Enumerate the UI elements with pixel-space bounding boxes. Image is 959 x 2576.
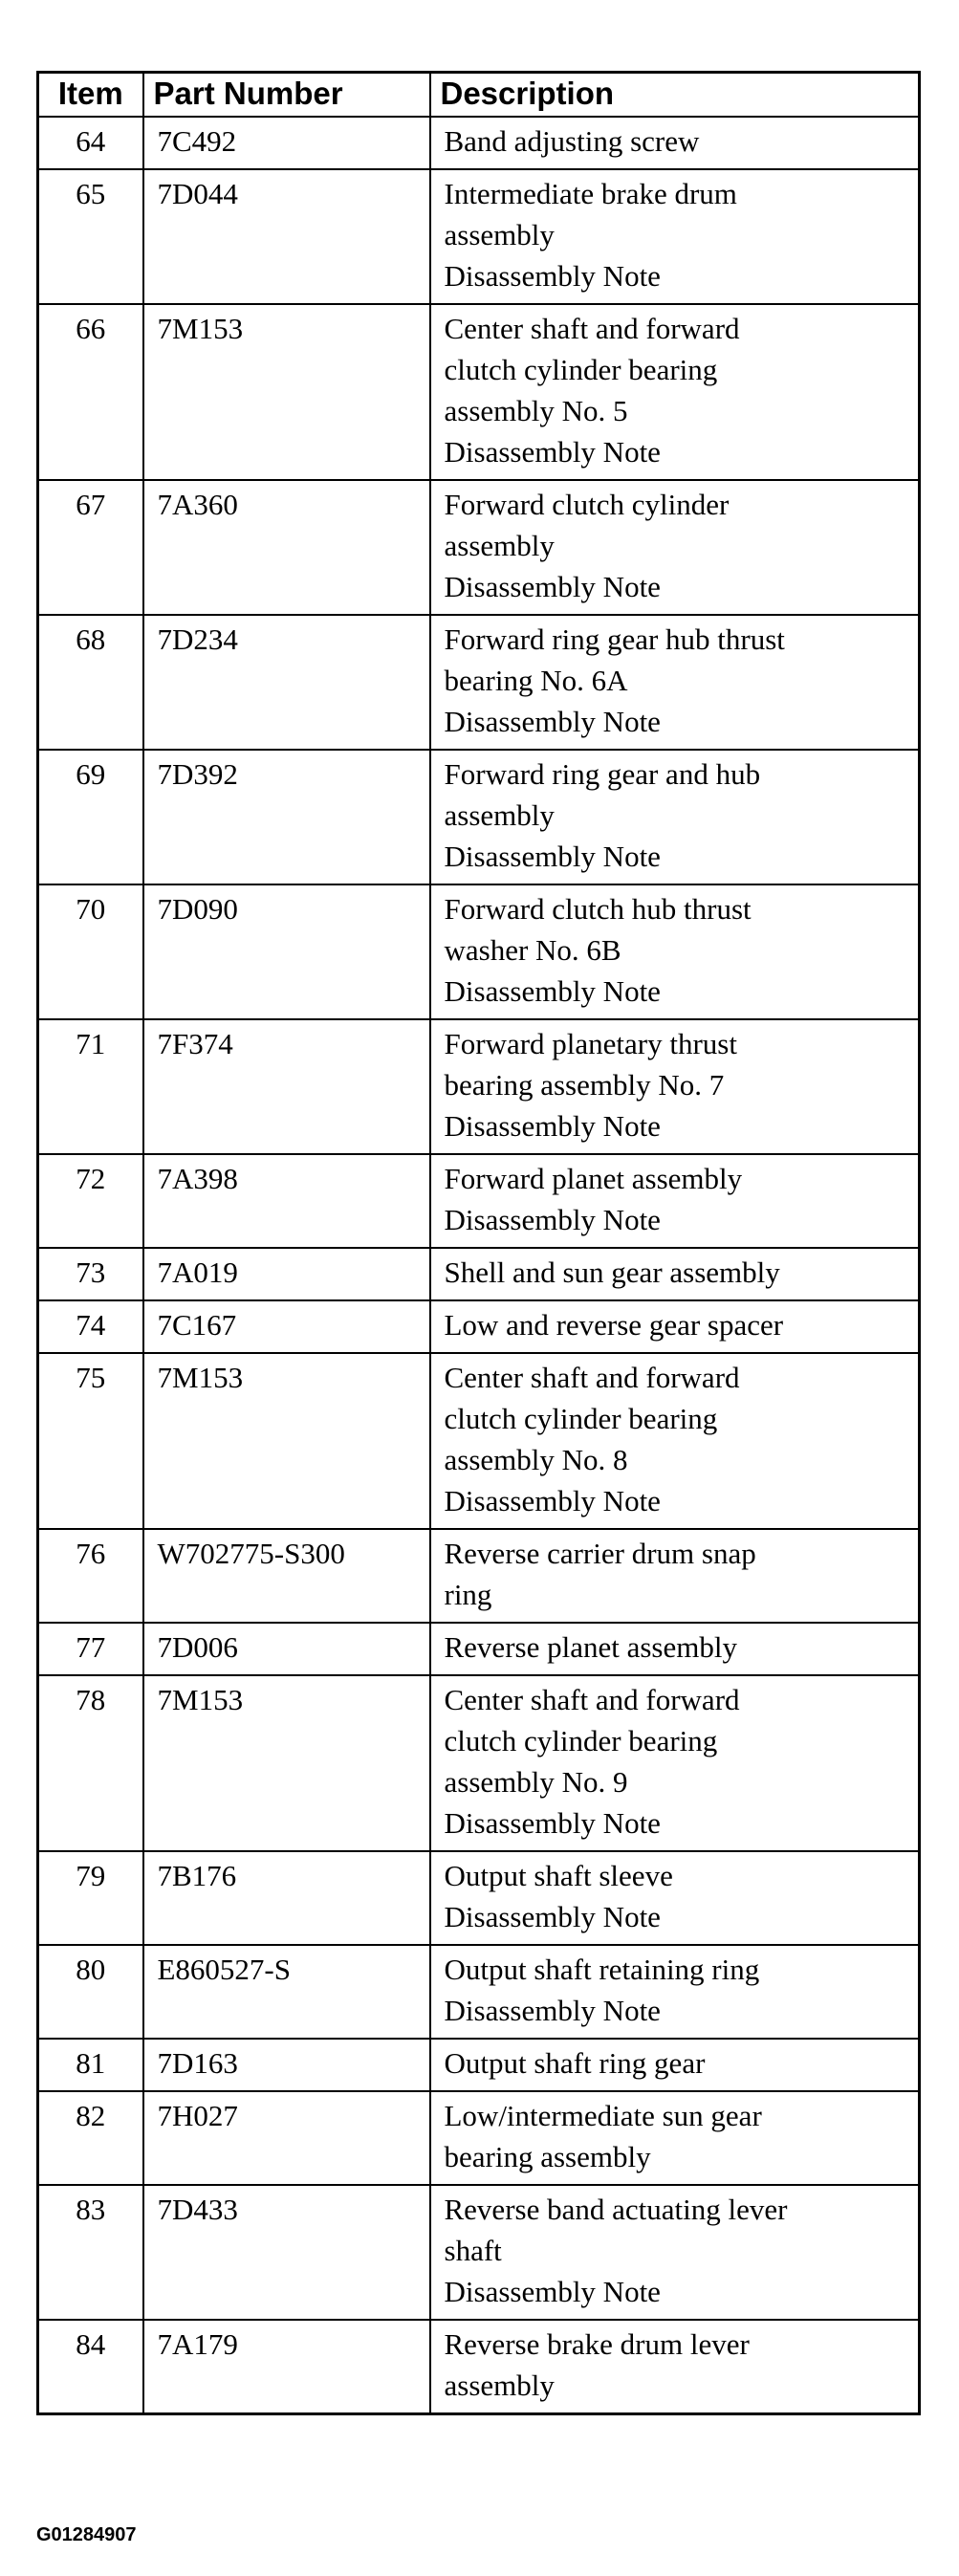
table-row (38, 480, 920, 615)
table-row (38, 750, 920, 884)
description-line: Forward clutch hub thrust (444, 892, 752, 926)
table-row (38, 1154, 920, 1248)
part-number: 7D234 (143, 615, 430, 750)
description-line: Reverse carrier drum snap (444, 1537, 756, 1570)
part-number: 7C167 (143, 1300, 430, 1353)
description (430, 304, 920, 480)
item-number: 70 (38, 884, 143, 1019)
description (430, 1945, 920, 2039)
description-line: ring (444, 1578, 492, 1611)
figure-id: G01284907 (36, 2524, 137, 2545)
column-header-item: Item (38, 73, 143, 118)
description-line: bearing assembly No. 7 (444, 1068, 725, 1102)
description-line: Disassembly Note (444, 1203, 661, 1236)
table-row (38, 884, 920, 1019)
description-line: Disassembly Note (444, 840, 661, 873)
description-line: Disassembly Note (444, 2275, 661, 2308)
table-row (38, 2320, 920, 2414)
description-line: Forward planet assembly (444, 1162, 743, 1195)
column-header-description: Description (430, 73, 920, 118)
part-number: 7C492 (143, 117, 430, 169)
description-line: Disassembly Note (444, 259, 661, 293)
part-number: 7D044 (143, 169, 430, 304)
description (430, 884, 920, 1019)
description-line: clutch cylinder bearing (444, 1724, 718, 1757)
description-line: Output shaft ring gear (444, 2046, 706, 2080)
item-number: 65 (38, 169, 143, 304)
item-number: 76 (38, 1529, 143, 1623)
table-row (38, 1019, 920, 1154)
item-number: 69 (38, 750, 143, 884)
table-row (38, 117, 920, 169)
parts-table (36, 71, 921, 2415)
part-number: 7D090 (143, 884, 430, 1019)
part-number: 7M153 (143, 1353, 430, 1529)
description (430, 1675, 920, 1851)
description-line: assembly (444, 529, 555, 562)
item-number: 73 (38, 1248, 143, 1300)
description-line: assembly No. 5 (444, 394, 628, 427)
description (430, 2039, 920, 2091)
item-number: 77 (38, 1623, 143, 1675)
part-number: W702775-S300 (143, 1529, 430, 1623)
part-number: 7A179 (143, 2320, 430, 2414)
description (430, 1019, 920, 1154)
part-number: 7D163 (143, 2039, 430, 2091)
description-line: Forward planetary thrust (444, 1027, 737, 1060)
item-number: 64 (38, 117, 143, 169)
description-line: Disassembly Note (444, 570, 661, 603)
description (430, 1154, 920, 1248)
description-line: Disassembly Note (444, 435, 661, 469)
table-row (38, 1248, 920, 1300)
item-number: 83 (38, 2185, 143, 2320)
description-line: Center shaft and forward (444, 1361, 740, 1394)
description-line: Low and reverse gear spacer (444, 1308, 784, 1342)
table-row (38, 1675, 920, 1851)
description (430, 1300, 920, 1353)
table-row (38, 1353, 920, 1529)
table-row (38, 2039, 920, 2091)
description-line: Disassembly Note (444, 705, 661, 738)
part-number: 7D392 (143, 750, 430, 884)
description-line: Forward ring gear hub thrust (444, 622, 785, 656)
description-line: Reverse band actuating lever (444, 2193, 788, 2226)
table-row (38, 1945, 920, 2039)
description-line: assembly (444, 218, 555, 251)
description-line: assembly (444, 798, 555, 832)
table-row (38, 1851, 920, 1945)
table-row (38, 1300, 920, 1353)
description-line: Disassembly Note (444, 1806, 661, 1840)
description (430, 2185, 920, 2320)
description-line: assembly No. 9 (444, 1765, 628, 1799)
parts-table-body (38, 117, 920, 2414)
description-line: bearing No. 6A (444, 664, 628, 697)
description (430, 169, 920, 304)
description-line: Disassembly Note (444, 1900, 661, 1933)
part-number: 7B176 (143, 1851, 430, 1945)
description-line: Output shaft sleeve (444, 1859, 673, 1892)
description-line: clutch cylinder bearing (444, 1402, 718, 1435)
table-row (38, 2091, 920, 2185)
description (430, 1353, 920, 1529)
description (430, 1851, 920, 1945)
part-number: 7H027 (143, 2091, 430, 2185)
item-number: 71 (38, 1019, 143, 1154)
description (430, 1529, 920, 1623)
table-row (38, 1623, 920, 1675)
table-row (38, 304, 920, 480)
description (430, 1248, 920, 1300)
item-number: 68 (38, 615, 143, 750)
description-line: assembly (444, 2369, 555, 2402)
description (430, 1623, 920, 1675)
description (430, 615, 920, 750)
item-number: 72 (38, 1154, 143, 1248)
description-line: bearing assembly (444, 2140, 651, 2173)
item-number: 80 (38, 1945, 143, 2039)
header-row (38, 73, 920, 118)
description-line: Reverse brake drum lever (444, 2327, 750, 2361)
description-line: shaft (444, 2234, 502, 2267)
description-line: clutch cylinder bearing (444, 353, 718, 386)
column-header-part-number: Part Number (143, 73, 430, 118)
description-line: Center shaft and forward (444, 1683, 740, 1716)
description-line: Intermediate brake drum (444, 177, 737, 210)
description-line: Band adjusting screw (444, 124, 700, 158)
description-line: Forward ring gear and hub (444, 757, 761, 791)
item-number: 67 (38, 480, 143, 615)
item-number: 82 (38, 2091, 143, 2185)
part-number: 7A360 (143, 480, 430, 615)
description-line: Forward clutch cylinder (444, 488, 730, 521)
item-number: 74 (38, 1300, 143, 1353)
table-row (38, 615, 920, 750)
description-line: Disassembly Note (444, 1484, 661, 1517)
description-line: Disassembly Note (444, 1994, 661, 2027)
description (430, 2091, 920, 2185)
description (430, 750, 920, 884)
description-line: Shell and sun gear assembly (444, 1255, 780, 1289)
description-line: assembly No. 8 (444, 1443, 628, 1476)
item-number: 81 (38, 2039, 143, 2091)
part-number: 7D006 (143, 1623, 430, 1675)
part-number: 7D433 (143, 2185, 430, 2320)
part-number: 7A398 (143, 1154, 430, 1248)
item-number: 66 (38, 304, 143, 480)
table-row (38, 1529, 920, 1623)
description-line: Disassembly Note (444, 974, 661, 1008)
table-row (38, 169, 920, 304)
description-line: Center shaft and forward (444, 312, 740, 345)
item-number: 75 (38, 1353, 143, 1529)
item-number: 78 (38, 1675, 143, 1851)
description-line: Low/intermediate sun gear (444, 2099, 762, 2132)
description (430, 480, 920, 615)
item-number: 84 (38, 2320, 143, 2414)
description-line: Output shaft retaining ring (444, 1953, 760, 1986)
description-line: washer No. 6B (444, 933, 621, 967)
part-number: 7F374 (143, 1019, 430, 1154)
description (430, 117, 920, 169)
description-line: Reverse planet assembly (444, 1630, 737, 1664)
part-number: 7M153 (143, 304, 430, 480)
part-number: 7M153 (143, 1675, 430, 1851)
description (430, 2320, 920, 2414)
part-number: E860527-S (143, 1945, 430, 2039)
description-line: Disassembly Note (444, 1109, 661, 1143)
item-number: 79 (38, 1851, 143, 1945)
table-row (38, 2185, 920, 2320)
part-number: 7A019 (143, 1248, 430, 1300)
